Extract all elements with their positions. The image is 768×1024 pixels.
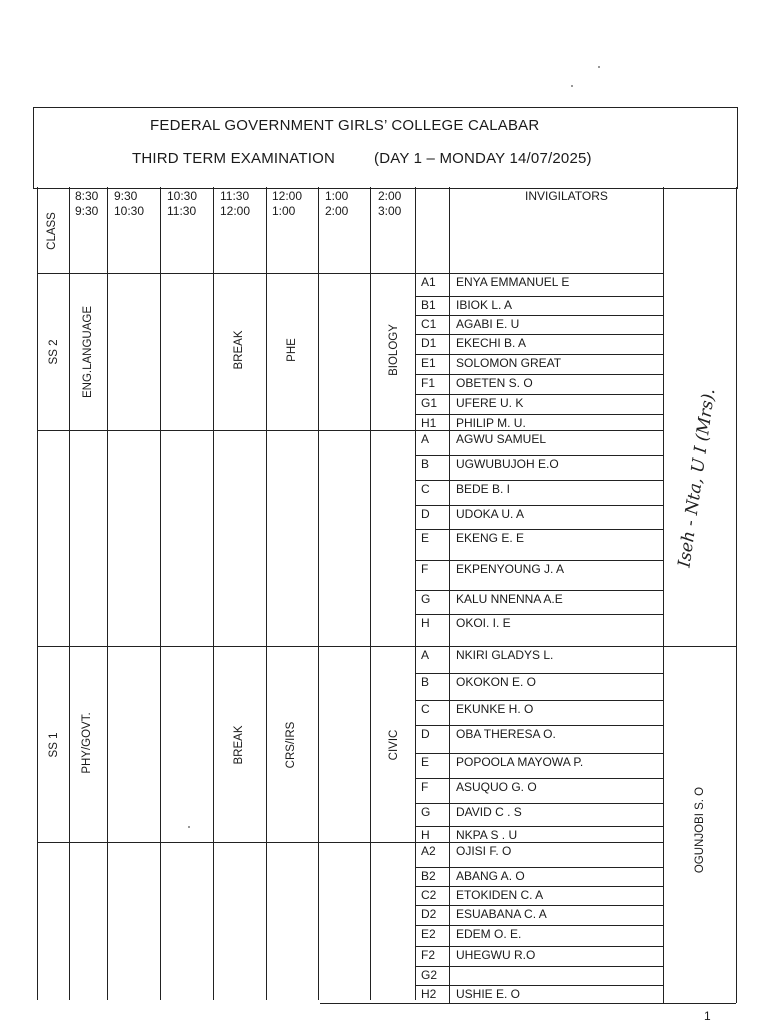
row-line xyxy=(415,560,663,561)
grid-column-line xyxy=(107,187,108,1000)
row-line xyxy=(415,315,663,316)
row-line xyxy=(415,803,663,804)
row-invigilator: PHILIP M. U. xyxy=(456,416,526,430)
row-arm: D2 xyxy=(421,907,437,921)
row-invigilator: DAVID C . S xyxy=(456,805,522,819)
invigilators-header: INVIGILATORS xyxy=(525,189,608,203)
row-arm: H xyxy=(421,828,430,842)
row-line xyxy=(415,946,663,947)
row-invigilator: NKPA S . U xyxy=(456,828,518,842)
row-line xyxy=(415,867,663,868)
row-arm: A xyxy=(421,432,430,446)
row-arm: B2 xyxy=(421,869,436,883)
grid-column-line xyxy=(266,187,267,1000)
row-arm: A xyxy=(421,648,430,662)
time-slot-start: 2:00 xyxy=(378,189,402,203)
row-arm: B xyxy=(421,675,430,689)
row-line xyxy=(415,778,663,779)
grid-column-line xyxy=(69,187,70,1000)
row-line xyxy=(415,842,663,843)
time-slot-start: 8:30 xyxy=(75,189,99,203)
row-arm: E1 xyxy=(421,356,436,370)
row-arm: H2 xyxy=(421,987,437,1001)
scan-speck xyxy=(598,66,600,68)
time-slot-end: 2:00 xyxy=(325,204,349,218)
row-arm: F1 xyxy=(421,376,436,390)
row-arm: G xyxy=(421,805,431,819)
time-slot-end: 11:30 xyxy=(167,204,197,218)
row-arm: D xyxy=(421,507,430,521)
school-title: FEDERAL GOVERNMENT GIRLS’ COLLEGE CALABAR xyxy=(150,117,540,134)
row-invigilator: ABANG A. O xyxy=(456,869,525,883)
class-ss1: SS 1 xyxy=(48,732,60,758)
grid-column-line xyxy=(160,187,161,1000)
row-line xyxy=(415,354,663,355)
row-invigilator: SOLOMON GREAT xyxy=(456,356,562,370)
time-slot-start: 1:00 xyxy=(325,189,349,203)
row-invigilator: USHIE E. O xyxy=(456,987,521,1001)
grid-column-line xyxy=(449,187,450,1003)
row-line xyxy=(415,826,663,827)
grid-column-line xyxy=(736,187,737,1003)
row-arm: H xyxy=(421,616,430,630)
row-arm: G xyxy=(421,592,431,606)
row-arm: F xyxy=(421,562,429,576)
break-ss2: BREAK xyxy=(233,330,245,370)
row-line xyxy=(415,455,663,456)
row-invigilator: OKOKON E. O xyxy=(456,675,537,689)
grid-column-line xyxy=(37,187,38,1000)
time-slot-end: 3:00 xyxy=(378,204,402,218)
subject-eng-language: ENG.LANGUAGE xyxy=(82,305,94,399)
row-invigilator: BEDE B. I xyxy=(456,482,511,496)
row-arm: D1 xyxy=(421,336,437,350)
row-invigilator: UGWUBUJOH E.O xyxy=(456,457,559,471)
row-line xyxy=(415,886,663,887)
row-invigilator: OBETEN S. O xyxy=(456,376,533,390)
row-line xyxy=(415,334,663,335)
row-line xyxy=(415,590,663,591)
row-invigilator: EKPENYOUNG J. A xyxy=(456,562,565,576)
class-header: CLASS xyxy=(46,212,58,250)
row-invigilator: NKIRI GLADYS L. xyxy=(456,648,554,662)
row-arm: E xyxy=(421,531,430,545)
supervisor-handwritten: Iseh - Nta, U I (Mrs). xyxy=(674,387,720,569)
row-arm: E2 xyxy=(421,927,436,941)
row-arm: D xyxy=(421,727,430,741)
row-invigilator: EDEM O. E. xyxy=(456,927,522,941)
time-slot-start: 11:30 xyxy=(220,189,250,203)
row-invigilator: UFERE U. K xyxy=(456,396,524,410)
class-ss2: SS 2 xyxy=(48,339,60,365)
row-line xyxy=(415,430,663,431)
row-invigilator: OKOI. I. E xyxy=(456,616,511,630)
subject-phe: PHE xyxy=(286,338,298,362)
subject-crs-irs: CRS/IRS xyxy=(285,721,297,769)
grid-row-line xyxy=(37,273,663,274)
supervisor-lower: OGUNJOBI S. O xyxy=(694,786,706,874)
scan-speck xyxy=(571,85,573,87)
row-line xyxy=(415,414,663,415)
time-slot-end: 1:00 xyxy=(272,204,296,218)
row-invigilator: UDOKA U. A xyxy=(456,507,525,521)
row-arm: C xyxy=(421,482,430,496)
row-invigilator: EKUNKE H. O xyxy=(456,702,534,716)
row-invigilator: POPOOLA MAYOWA P. xyxy=(456,755,584,769)
row-line xyxy=(415,480,663,481)
row-arm: C xyxy=(421,702,430,716)
row-arm: F2 xyxy=(421,948,436,962)
row-line xyxy=(415,725,663,726)
row-invigilator: EKECHI B. A xyxy=(456,336,527,350)
row-invigilator: KALU NNENNA A.E xyxy=(456,592,563,606)
row-invigilator: IBIOK L. A xyxy=(456,298,513,312)
grid-column-line xyxy=(370,187,371,1000)
row-line xyxy=(415,529,663,530)
row-line xyxy=(415,673,663,674)
subject-biology: BIOLOGY xyxy=(388,324,400,376)
row-arm: G2 xyxy=(421,968,438,982)
exam-title: THIRD TERM EXAMINATION xyxy=(132,150,336,167)
row-invigilator: UHEGWU R.O xyxy=(456,948,536,962)
scan-speck xyxy=(188,826,190,828)
row-line xyxy=(415,905,663,906)
row-line xyxy=(415,646,663,647)
time-slot-start: 12:00 xyxy=(272,189,303,203)
grid-column-line xyxy=(213,187,214,1000)
row-line xyxy=(415,296,663,297)
row-invigilator: ETOKIDEN C. A xyxy=(456,888,544,902)
row-invigilator: OJISI F. O xyxy=(456,844,512,858)
time-slot-end: 12:00 xyxy=(220,204,251,218)
row-arm: E xyxy=(421,755,430,769)
row-arm: C2 xyxy=(421,888,437,902)
row-arm: A2 xyxy=(421,844,436,858)
row-line xyxy=(415,614,663,615)
row-line xyxy=(415,985,663,986)
row-invigilator: AGWU SAMUEL xyxy=(456,432,547,446)
grid-column-line xyxy=(663,187,664,1003)
row-arm: B1 xyxy=(421,298,436,312)
row-line xyxy=(415,505,663,506)
row-line xyxy=(415,753,663,754)
row-line xyxy=(415,966,663,967)
subject-civic: CIVIC xyxy=(388,729,400,761)
row-invigilator: AGABI E. U xyxy=(456,317,520,331)
row-arm: G1 xyxy=(421,396,438,410)
row-line xyxy=(415,394,663,395)
row-arm: B xyxy=(421,457,430,471)
grid-column-line xyxy=(415,187,416,1000)
row-arm: H1 xyxy=(421,416,437,430)
grid-row-line xyxy=(320,1003,736,1004)
row-invigilator: ESUABANA C. A xyxy=(456,907,547,921)
row-line xyxy=(415,374,663,375)
row-invigilator: ENYA EMMANUEL E xyxy=(456,275,570,289)
row-arm: C1 xyxy=(421,317,437,331)
break-ss1: BREAK xyxy=(233,725,245,765)
subject-phy-govt: PHY/GOVT. xyxy=(81,712,93,774)
time-slot-end: 9:30 xyxy=(75,204,99,218)
time-slot-end: 10:30 xyxy=(114,204,145,218)
row-invigilator: ASUQUO G. O xyxy=(456,780,537,794)
row-line xyxy=(415,925,663,926)
time-slot-start: 10:30 xyxy=(167,189,198,203)
page-number: 1 xyxy=(704,1009,711,1023)
exam-day: (DAY 1 – MONDAY 14/07/2025) xyxy=(374,150,592,167)
time-slot-start: 9:30 xyxy=(114,189,138,203)
row-invigilator: EKENG E. E xyxy=(456,531,525,545)
row-arm: A1 xyxy=(421,275,436,289)
row-arm: F xyxy=(421,780,429,794)
row-invigilator: OBA THERESA O. xyxy=(456,727,556,741)
grid-column-line xyxy=(318,187,319,1000)
row-line xyxy=(415,700,663,701)
